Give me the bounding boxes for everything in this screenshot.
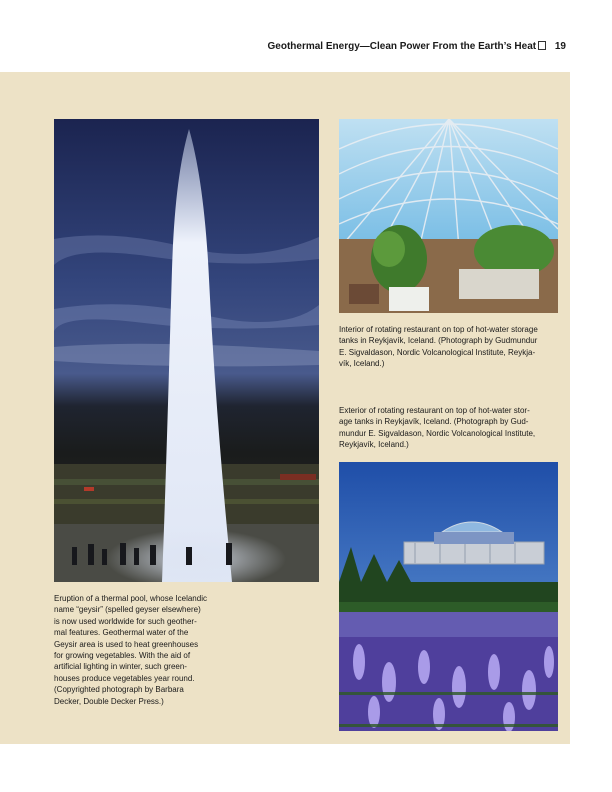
caption-line: is now used worldwide for such geother- <box>54 616 197 626</box>
caption-line: name “geysir” (spelled geyser elsewhere) <box>54 605 201 615</box>
caption-restaurant-exterior <box>339 405 564 451</box>
header-glyph-box <box>538 41 546 50</box>
caption-line: (Copyrighted photograph by Barbara <box>54 685 184 695</box>
restaurant-interior-photo <box>339 119 558 313</box>
caption-geysir <box>54 593 254 707</box>
caption-line: Eruption of a thermal pool, whose Icelandic <box>54 594 207 603</box>
caption-line: tanks in Reykjavík, Iceland. (Photograph by Gudmundur <box>339 336 538 346</box>
caption-line: mundur E. Sigvaldason, Nordic Volcanological Institute, <box>339 428 536 438</box>
caption-line: Interior of rotating restaurant on top of hot-water storage <box>339 325 538 334</box>
geyser-photo <box>54 119 319 582</box>
header-title: Geothermal Energy—Clean Power From the Earth’s Heat <box>267 41 537 52</box>
caption-line: artificial lighting in winter, such green- <box>54 662 187 672</box>
restaurant-exterior-photo <box>339 462 558 731</box>
caption-line: for growing vegetables. With the aid of <box>54 651 191 661</box>
caption-line: age tanks in Reykjavík, Iceland. (Photograph by Gud- <box>339 417 529 427</box>
page-number: 19 <box>554 41 566 52</box>
caption-line: Decker, Double Decker Press.) <box>54 696 164 706</box>
caption-line: vík, Iceland.) <box>339 359 385 369</box>
caption-restaurant-interior <box>339 324 564 370</box>
caption-line: Exterior of rotating restaurant on top of hot-water stor- <box>339 406 530 415</box>
caption-line: E. Sigvaldason, Nordic Volcanological Institute, Reykja- <box>339 347 536 357</box>
caption-line: Geysir area is used to heat greenhouses <box>54 639 199 649</box>
running-header <box>268 41 567 52</box>
caption-line: houses produce vegetables year round. <box>54 673 195 683</box>
caption-line: Reykjavík, Iceland.) <box>339 440 409 450</box>
caption-line: mal features. Geothermal water of the <box>54 628 189 638</box>
